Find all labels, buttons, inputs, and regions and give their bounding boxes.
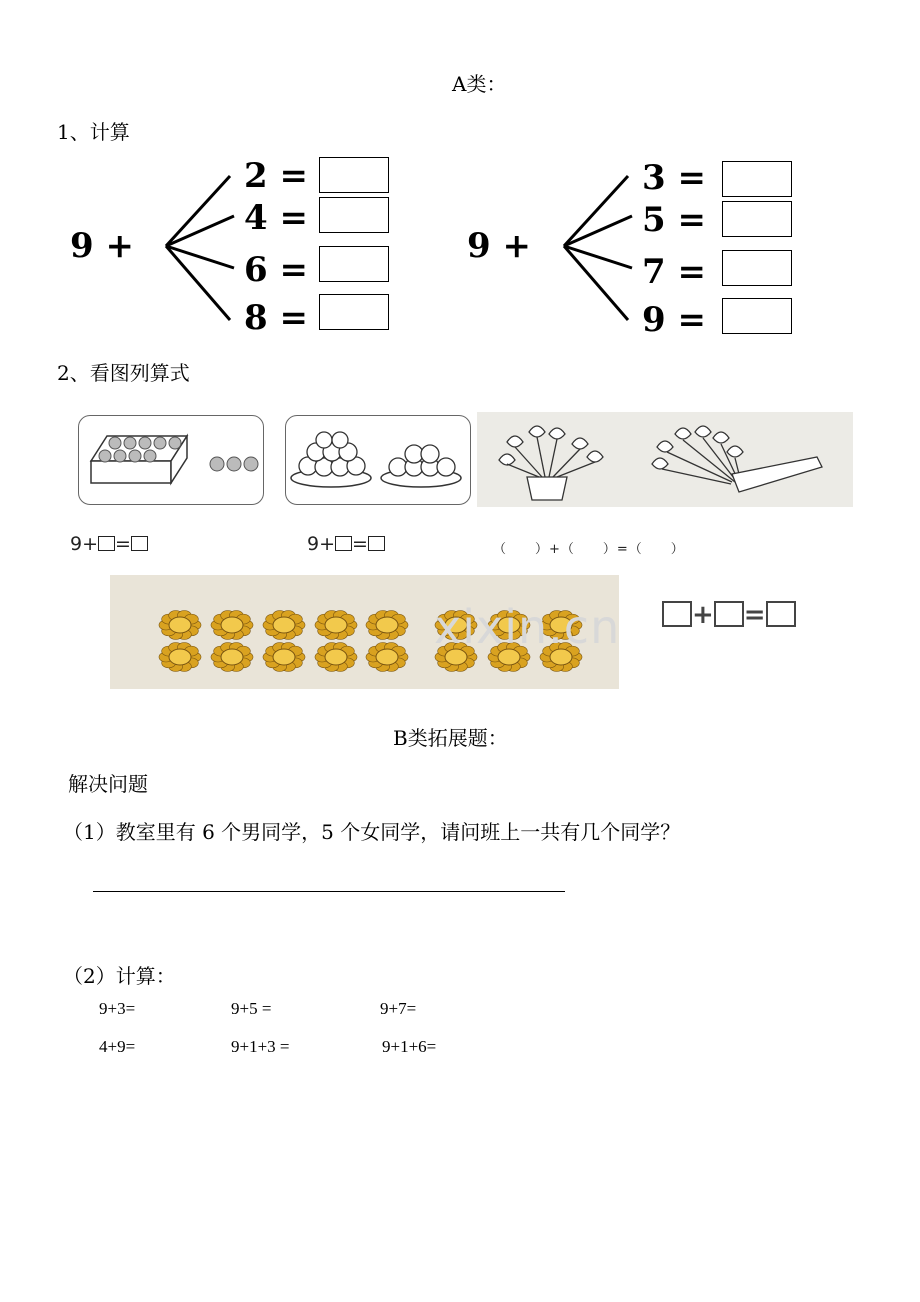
- sunflower: [315, 610, 357, 639]
- exercise: 4+9=: [99, 1037, 136, 1056]
- blank-square[interactable]: [368, 536, 385, 551]
- blank-square[interactable]: [335, 536, 352, 551]
- calc-left-row-2: 4 =: [244, 198, 308, 238]
- formula-number: 9: [70, 533, 83, 555]
- watermark: xixin.cn: [434, 600, 621, 654]
- picture-formula-2: [307, 533, 385, 555]
- calc-right-row-4: 9 =: [642, 300, 706, 340]
- sunflower: [263, 610, 305, 639]
- picture-formula-3: （ ）+（ ）=（ ）: [493, 542, 685, 557]
- blank-square[interactable]: [131, 536, 148, 551]
- formula-number: 9: [307, 533, 320, 555]
- blank-square[interactable]: [766, 601, 796, 627]
- answer-box[interactable]: [722, 250, 792, 286]
- exercise: 9+1+3 =: [231, 1037, 290, 1056]
- calc-left-row-1: 2 =: [244, 156, 308, 196]
- exercise: 9+1+6=: [382, 1037, 437, 1056]
- sunflower: [315, 642, 357, 671]
- eggs-picture: [78, 415, 264, 505]
- section-b-title: B类拓展题：: [393, 726, 508, 750]
- plus-sign: +: [82, 533, 99, 555]
- egg-box-illustration: [79, 416, 263, 504]
- flower-bouquets-illustration: [477, 412, 853, 507]
- answer-box[interactable]: [319, 294, 389, 330]
- sunflower: [366, 610, 408, 639]
- calc-right-row-2: 5 =: [642, 200, 706, 240]
- exercise: 9+3=: [99, 999, 136, 1018]
- sunflower: [211, 610, 253, 639]
- answer-box[interactable]: [319, 197, 389, 233]
- apples-picture: [285, 415, 471, 505]
- exercise: 9+5 =: [231, 999, 272, 1018]
- sunflower: [159, 642, 201, 671]
- problem-heading: 解决问题: [68, 772, 148, 796]
- question-2-label: （2）计算：: [63, 964, 176, 988]
- blank-square[interactable]: [662, 601, 692, 627]
- calc-left-base: 9 +: [70, 226, 134, 266]
- calc-right-row-3: 7 =: [642, 252, 706, 292]
- calc-left-row-3: 6 =: [244, 250, 308, 290]
- answer-box[interactable]: [722, 161, 792, 197]
- blank-square[interactable]: [98, 536, 115, 551]
- flowers-picture: [477, 412, 853, 507]
- equals-sign: =: [743, 600, 766, 630]
- sunflower: [211, 642, 253, 671]
- equals-sign: =: [352, 533, 368, 555]
- picture-formula-4: [662, 600, 796, 630]
- calc-right-row-1: 3 =: [642, 158, 706, 198]
- plus-sign: +: [319, 533, 336, 555]
- blank-square[interactable]: [714, 601, 744, 627]
- plus-sign: +: [692, 600, 714, 630]
- section-1-heading: 1、计算: [57, 120, 130, 144]
- section-a-title: A类：: [452, 72, 507, 96]
- question-1: （1）教室里有 6 个男同学，5 个女同学，请问班上一共有几个同学？: [63, 820, 681, 844]
- apple-plates-illustration: [286, 416, 470, 504]
- answer-box[interactable]: [319, 157, 389, 193]
- calc-right-branches: [558, 170, 648, 330]
- answer-box[interactable]: [722, 201, 792, 237]
- exercise: 9+7=: [380, 999, 417, 1018]
- calc-left-branches: [160, 170, 250, 330]
- answer-line[interactable]: [93, 891, 565, 892]
- calc-left-row-4: 8 =: [244, 298, 308, 338]
- sunflower: [366, 642, 408, 671]
- section-2-heading: 2、看图列算式: [57, 361, 190, 385]
- sunflower: [263, 642, 305, 671]
- picture-formula-1: [70, 533, 148, 555]
- equals-sign: =: [115, 533, 131, 555]
- calc-right-base: 9 +: [467, 226, 531, 266]
- sunflower: [159, 610, 201, 639]
- answer-box[interactable]: [319, 246, 389, 282]
- answer-box[interactable]: [722, 298, 792, 334]
